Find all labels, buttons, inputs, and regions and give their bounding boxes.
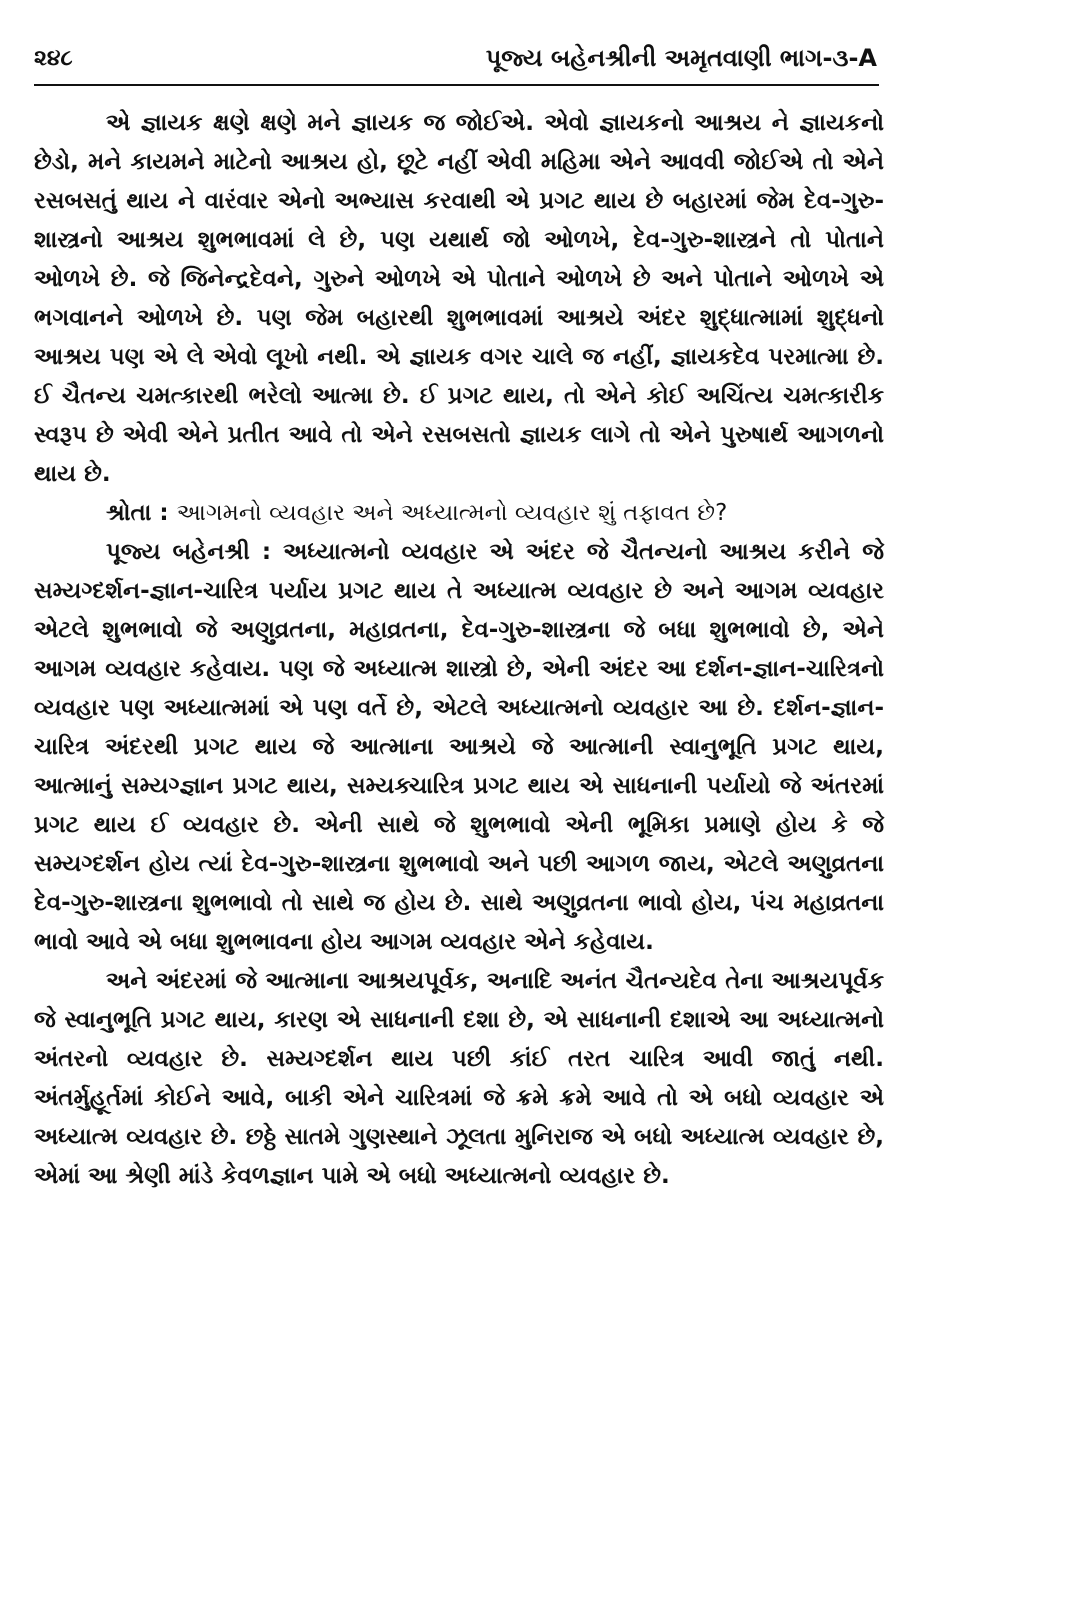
page-number: ૨૪૮ [34, 46, 73, 71]
answer-speaker: પૂજ્ય બહેનશ્રી : [106, 539, 272, 565]
paragraph-3: અને અંદરમાં જે આત્માના આશ્રયપૂર્વક, અનાદિ અનંત ચૈતન્યદેવ તેના આશ્રયપૂર્વક જે સ્વાનુભૂતિ પ્રગટ થાય, કારણ એ સાધનાની દશા છે, એ સાધનાની દશાએ આ અધ્યાત્મનો અંતરનો વ્યવહાર છે. સમ્યગ્દર્શન થાય પછી કાંઈ તરત ચારિત્ર આવી જાતું નથી. અંતર્મુહૂર્તમાં કોઈને આવે, બાકી એને ચારિત્રમાં જે ક્રમે ક્રમે આવે તો એ બધો વ્યવહાર એ અધ્યાત્મ વ્યવહાર છે. છઠ્ઠે સાતમે ગુણસ્થાને ઝૂલતા મુનિરાજ એ બધો અધ્યાત્મ વ્યવહાર છે, એમાં આ શ્રેણી માંડે કેવળજ્ઞાન પામે એ બધો અધ્યાત્મનો વ્યવહાર છે. [34, 968, 884, 1189]
answer-paragraph [34, 533, 884, 962]
question-text: આગમનો વ્યવહાર અને અધ્યાત્મનો વ્યવહાર શું તફાવત છે? [176, 500, 728, 526]
page-body [34, 104, 884, 1196]
paragraph-1: એ જ્ઞાયક ક્ષણે ક્ષણે મને જ્ઞાયક જ જોઈએ. એવો જ્ઞાયકનો આશ્રય ને જ્ઞાયકનો છેડો, મને કાયમને માટેનો આશ્રય હો, છૂટે નહીં એવી મહિમા એને આવવી જોઈએ તો એને રસબસતું થાય ને વારંવાર એનો અભ્યાસ કરવાથી એ પ્રગટ થાય છે બહારમાં જેમ દેવ-ગુરુ-શાસ્ત્રનો આશ્રય શુભભાવમાં લે છે, પણ યથાર્થ જો ઓળખે, દેવ-ગુરુ-શાસ્ત્રને તો પોતાને ઓળખે છે. જે જિનેન્દ્રદેવને, ગુરુને ઓળખે એ પોતાને ઓળખે છે અને પોતાને ઓળખે એ ભગવાનને ઓળખે છે. પણ જેમ બહારથી શુભભાવમાં આશ્રયે અંદર શુદ્ધાત્મામાં શુદ્ધનો આશ્રય પણ એ લે એવો લૂખો નથી. એ જ્ઞાયક વગર ચાલે જ નહીં, જ્ઞાયકદેવ પરમાત્મા છે. ઈ ચૈતન્ય ચમત્કારથી ભરેલો આત્મા છે. ઈ પ્રગટ થાય, તો એને કોઈ અચિંત્ય ચમત્કારીક સ્વરૂપ છે એવી એને પ્રતીત આવે તો એને રસબસતો જ્ઞાયક લાગે તો એને પુરુષાર્થ આગળનો થાય છે. [34, 110, 884, 487]
question-speaker: શ્રોતા : [106, 500, 169, 526]
answer-text: અધ્યાત્મનો વ્યવહાર એ અંદર જે ચૈતન્યનો આશ્રય કરીને જે સમ્યગ્દર્શન-જ્ઞાન-ચારિત્ર પર્યાય પ્રગટ થાય તે અધ્યાત્મ વ્યવહાર છે અને આગમ વ્યવહાર એટલે શુભભાવો જે અણુવ્રતના, મહાવ્રતના, દેવ-ગુરુ-શાસ્ત્રના જે બધા શુભભાવો છે, એને આગમ વ્યવહાર કહેવાય. પણ જે અધ્યાત્મ શાસ્ત્રો છે, એની અંદર આ દર્શન-જ્ઞાન-ચારિત્રનો વ્યવહાર પણ અધ્યાત્મમાં એ પણ વર્તે છે, એટલે અધ્યાત્મનો વ્યવહાર આ છે. દર્શન-જ્ઞાન-ચારિત્ર અંદરથી પ્રગટ થાય જે આત્માના આશ્રયે જે આત્માની સ્વાનુભૂતિ પ્રગટ થાય, આત્માનું સમ્યગ્જ્ઞાન પ્રગટ થાય, સમ્યક્ચારિત્ર પ્રગટ થાય એ સાધનાની પર્યાયો જે અંતરમાં પ્રગટ થાય ઈ વ્યવહાર છે. એની સાથે જે શુભભાવો એની ભૂમિકા પ્રમાણે હોય કે જે સમ્યગ્દર્શન હોય ત્યાં દેવ-ગુરુ-શાસ્ત્રના શુભભાવો અને પછી આગળ જાય, એટલે અણુવ્રતના દેવ-ગુરુ-શાસ્ત્રના શુભભાવો તો સાથે જ હોય છે. સાથે અણુવ્રતના ભાવો હોય, પંચ મહાવ્રતના ભાવો આવે એ બધા શુભભાવના હોય આગમ વ્યવહાર એને કહેવાય. [34, 539, 884, 955]
question-paragraph [34, 494, 884, 533]
running-title: પૂજ્ય બહેનશ્રીની અમૃતવાણી ભાગ-૩-A [485, 44, 877, 72]
page-header [34, 40, 879, 86]
